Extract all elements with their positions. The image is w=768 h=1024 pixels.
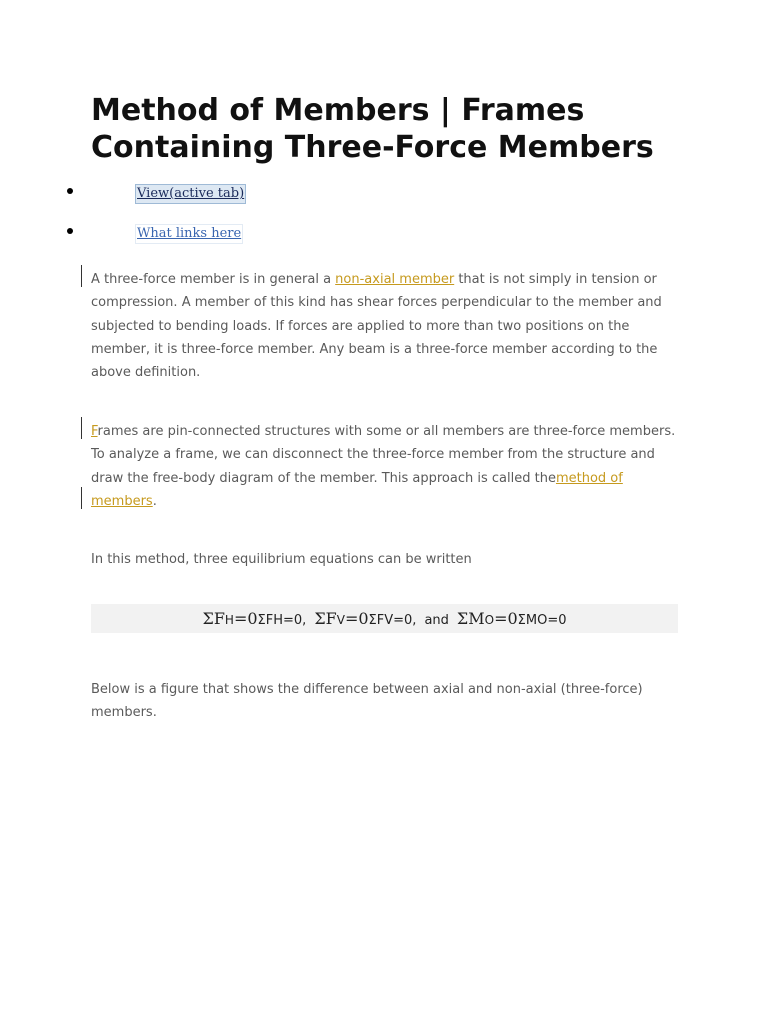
page-title: Method of Members | Frames Containing Three-Force Members [91, 93, 654, 165]
text-cursor-mark [81, 487, 82, 509]
tab-list [0, 180, 768, 260]
bullet-icon [67, 188, 73, 194]
equation-symbol: ΣF [202, 609, 225, 628]
tab-view[interactable]: View(active tab) [135, 184, 246, 204]
equation-block [91, 604, 678, 633]
bullet-icon [67, 228, 73, 234]
tab-item-view [0, 180, 768, 220]
equation-text: ΣMO=0 [517, 613, 567, 628]
text-cursor-mark [81, 265, 82, 287]
text-cursor-mark [81, 417, 82, 439]
equation-symbol: =0 [233, 609, 258, 628]
equation-text: ΣFH=0, [257, 613, 307, 628]
paragraph-equilibrium-intro: In this method, three equilibrium equations can be written [91, 552, 472, 567]
non-axial-member-link[interactable]: non-axial member [335, 272, 455, 287]
paragraph-frames [91, 420, 681, 513]
equation-symbol: =0 [494, 609, 518, 628]
paragraph-text: . [152, 493, 157, 509]
equation-text: and [424, 613, 449, 628]
tab-what-links-here[interactable]: What links here [135, 224, 243, 244]
equation-subscript: O [484, 613, 495, 627]
first-letter-link[interactable]: F [91, 424, 98, 439]
tab-item-what-links-here [0, 220, 768, 260]
paragraph-figure-intro: Below is a figure that shows the difference between axial and non-axial (three-force) members. [91, 682, 643, 721]
equation-subscript: V [336, 613, 345, 627]
equation-subscript: H [224, 613, 234, 627]
paragraph-three-force-member [91, 268, 681, 384]
equation-text: ΣFV=0, [368, 613, 417, 628]
equation-symbol: ΣF [314, 609, 337, 628]
paragraph-text: A three-force member is in general a [91, 272, 336, 287]
equation-symbol: ΣM [456, 609, 485, 628]
paragraph-text: rames are pin-connected structures with some or all members are three-force members. To analyze a frame, we can disconnect the three-force member from the structure and draw the free-body diagram of the member. This approach is called the [91, 424, 676, 486]
equation-symbol: =0 [344, 609, 369, 628]
paragraph-text: that is not simply in tension or compression. A member of this kind has shear forces perpendicular to the member and subjected to bending loads. If forces are applied to more than two positions on the member, it is three-force member. Any beam is a three-force member according to the above definition. [91, 272, 662, 381]
method-of-members-link[interactable]: method of members [91, 470, 623, 509]
